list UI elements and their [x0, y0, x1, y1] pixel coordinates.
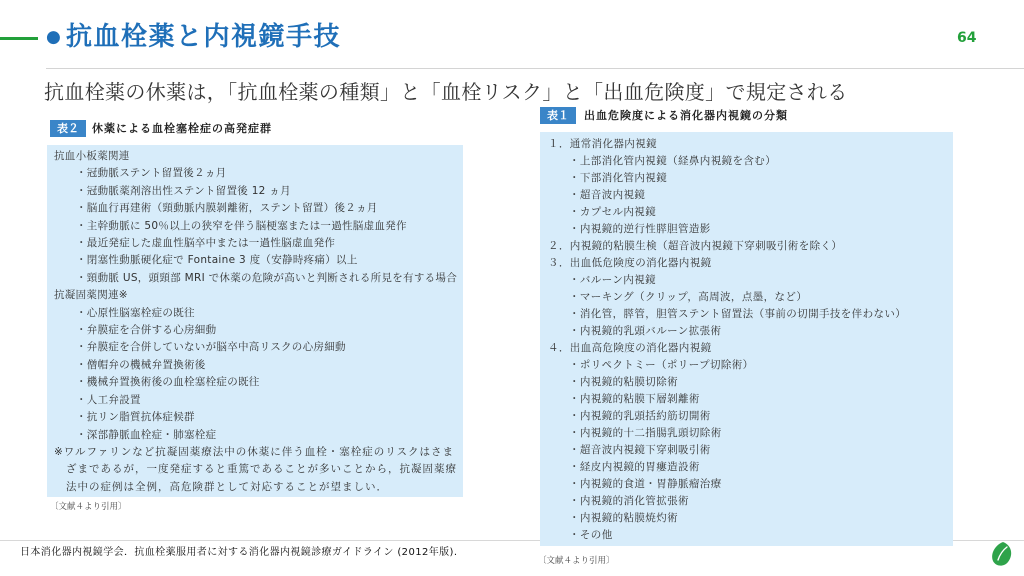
list-item: ・内視鏡的食道・胃静脈瘤治療 — [569, 478, 722, 490]
group-heading: 抗血小板薬関連 — [54, 150, 130, 162]
group-heading: ２．内視鏡的粘膜生検（超音波内視鏡下穿刺吸引術を除く） — [548, 240, 843, 252]
list-item: ・人工弁設置 — [76, 393, 141, 406]
footnote-line: ざまであるが，一度発症すると重篤であることが多いことから，抗凝固薬療 — [66, 463, 457, 476]
list-item: ・消化管，膵管，胆管ステント留置法（事前の切開手技を伴わない） — [569, 308, 907, 320]
list-item: ・内視鏡的逆行性膵胆管造影 — [569, 223, 711, 235]
list-item: ・頸動脈 US，頭頸部 MRI で休薬の危険が高いと判断される所見を有する場合 — [76, 271, 458, 284]
list-item: ・冠動脈薬剤溶出性ステント留置後 12 ヵ月 — [76, 184, 291, 197]
list-item: ・内視鏡的粘膜焼灼術 — [569, 512, 678, 524]
page-number: 64 — [957, 30, 977, 46]
table1-panel — [540, 132, 953, 546]
list-item: ・冠動脈ステント留置後２ヵ月 — [76, 167, 227, 180]
group-heading: １．通常消化器内視鏡 — [548, 138, 657, 150]
footer-citation: 日本消化器内視鏡学会．抗血栓薬服用者に対する消化器内視鏡診療ガイドライン (2012年版). — [20, 547, 458, 558]
table2-source: 〔文献４より引用〕 — [50, 502, 127, 512]
list-item: ・内視鏡的十二指腸乳頭切除術 — [569, 427, 722, 439]
list-item: ・その他 — [569, 529, 613, 541]
list-item: ・経皮内視鏡的胃瘻造設術 — [569, 461, 700, 473]
list-item: ・脳血行再建術（頸動脈内膜剝離術，ステント留置）後２ヵ月 — [76, 202, 378, 215]
list-item: ・カプセル内視鏡 — [569, 206, 657, 218]
list-item: ・ポリペクトミー（ポリープ切除術） — [569, 359, 754, 371]
table2-panel — [47, 145, 463, 497]
footnote-line: 法中の症例は全例，高危険群として対応することが望ましい． — [66, 480, 388, 493]
list-item: ・バルーン内視鏡 — [569, 274, 656, 286]
list-item: ・僧帽弁の機械弁置換術後 — [76, 358, 206, 371]
list-item: ・内視鏡的消化管拡張術 — [569, 495, 689, 507]
title-bullet: ● — [46, 27, 61, 47]
table1-title: 出血危険度による消化器内視鏡の分類 — [584, 109, 788, 122]
table1-source: 〔文献４より引用〕 — [538, 556, 615, 566]
list-item: ・内視鏡的粘膜切除術 — [569, 376, 678, 388]
list-item: ・深部静脈血栓症・肺塞栓症 — [76, 428, 217, 441]
list-item: ・内視鏡的乳頭括約筋切開術 — [569, 410, 711, 422]
list-item: ・主幹動脈に 50％以上の狭窄を伴う脳梗塞または一過性脳虚血発作 — [76, 219, 407, 232]
list-item: ・機械弁置換術後の血栓塞栓症の既往 — [76, 376, 260, 389]
table2-title: 休薬による血栓塞栓症の高発症群 — [92, 122, 272, 135]
list-item: ・弁膜症を合併していないが脳卒中高リスクの心房細動 — [76, 341, 346, 354]
group-heading: ３．出血低危険度の消化器内視鏡 — [548, 257, 712, 269]
list-item: ・上部消化管内視鏡（経鼻内視鏡を含む） — [569, 155, 777, 167]
group-heading: ４．出血高危険度の消化器内視鏡 — [548, 342, 712, 354]
footnote-line: ※ワルファリンなど抗凝固薬療法中の休薬に伴う血栓・塞栓症のリスクはさま — [54, 445, 455, 458]
list-item: ・抗リン脂質抗体症候群 — [76, 411, 195, 424]
list-item: ・下部消化管内視鏡 — [569, 172, 668, 184]
list-item: ・弁膜症を合併する心房細動 — [76, 324, 217, 337]
list-item: ・内視鏡的乳頭バルーン拡張術 — [569, 325, 722, 337]
list-item: ・超音波内視鏡 — [569, 189, 646, 201]
slide-title: 抗血栓薬と内視鏡手技 — [66, 22, 342, 52]
group-heading: 抗凝固薬関連※ — [54, 289, 128, 302]
table1-label: 表１ — [540, 107, 576, 124]
green-leaf-logo-icon — [990, 540, 1014, 568]
slide-subtitle: 抗血栓薬の休薬は，「抗血栓薬の種類」と「血栓リスク」と「出血危険度」で規定される — [44, 80, 848, 104]
list-item: ・マーキング（クリップ，高周波，点墨，など） — [569, 291, 808, 303]
list-item: ・最近発症した虚血性脳卒中または一過性脳虚血発作 — [76, 237, 336, 250]
header-divider — [46, 68, 1024, 69]
list-item: ・超音波内視鏡下穿刺吸引術 — [569, 444, 711, 456]
list-item: ・内視鏡的粘膜下層剝離術 — [569, 393, 700, 405]
list-item: ・閉塞性動脈硬化症で Fontaine 3 度（安静時疼痛）以上 — [76, 254, 358, 267]
header-accent-line — [0, 37, 38, 40]
table2-label: 表２ — [50, 120, 86, 137]
list-item: ・心原性脳塞栓症の既往 — [76, 306, 195, 319]
